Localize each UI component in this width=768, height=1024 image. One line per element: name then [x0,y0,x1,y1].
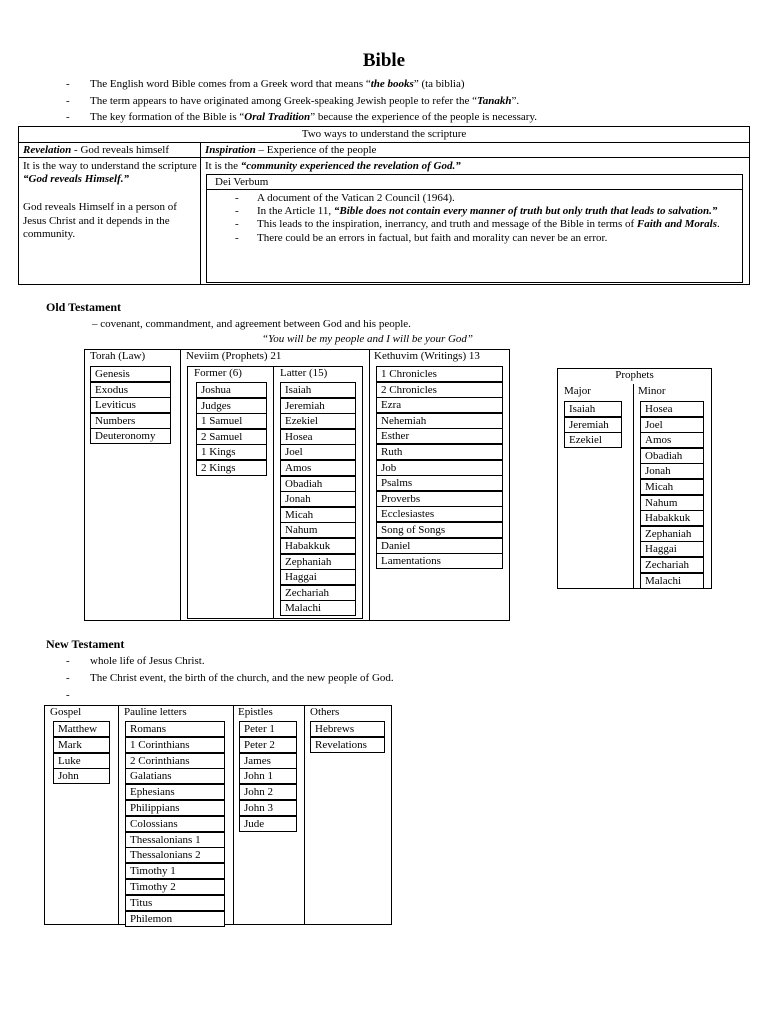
bullet-text: The term appears to have originated among Greek-speaking Jewish people to refer the “ [90,94,477,107]
intro-bullets [66,78,706,128]
book-cell: Romans [125,721,225,737]
item-emphasis: “Bible does not contain every manner of truth but only truth that leads to salvation.” [333,205,718,218]
book-cell: Isaiah [280,382,356,398]
old-testament-desc: – covenant, commandment, and agreement between God and his people. [92,318,411,330]
book-cell: Titus [125,895,225,911]
book-cell: Zephaniah [640,526,704,542]
book-cell: Zechariah [280,585,356,601]
bullet-text: ”. [511,94,520,107]
book-cell: Jeremiah [280,398,356,414]
intro-bullet [66,95,706,112]
book-cell: Exodus [90,382,171,398]
inspiration-cell [205,144,376,157]
book-cell: Job [376,460,503,476]
revelation-paragraph: God reveals Himself in a person of Jesus Christ and it depends in the community. [23,201,177,240]
inspiration-body [205,160,461,173]
book-cell: Joel [280,444,356,460]
paragraph-emphasis: “God reveals Himself.” [23,173,130,186]
book-cell: Ezekiel [280,413,356,429]
book-cell: 1 Kings [196,444,267,460]
book-cell: Song of Songs [376,522,503,538]
book-cell: 1 Samuel [196,413,267,429]
revelation-desc: - God reveals himself [71,144,170,156]
book-cell: Jeremiah [564,417,622,433]
book-cell: Philemon [125,911,225,927]
column-divider [369,349,370,621]
pauline-label: Pauline letters [124,706,187,718]
book-cell: Habakkuk [640,510,704,526]
prophets-label: Prophets [615,369,654,381]
book-cell: Daniel [376,538,503,554]
revelation-body [23,160,197,256]
bullet-text: ” (ta biblia) [413,78,465,90]
book-cell: Ruth [376,444,503,460]
book-cell: Nahum [280,522,356,538]
book-cell: Thessalonians 1 [125,832,225,848]
book-cell: Galatians [125,768,225,784]
nt-bullet [66,689,666,706]
nt-bullet: - whole life of Jesus Christ. [66,655,666,672]
book-cell: Timothy 2 [125,879,225,895]
book-cell: Obadiah [280,476,356,492]
inspiration-desc: – Experience of the people [255,144,377,156]
book-cell: Hebrews [310,721,385,737]
column-divider [304,705,305,925]
dei-verbum-item: - There could be an errors in factual, but faith and morality can never be an error. [207,232,742,245]
torah-label: Torah (Law) [90,350,146,362]
book-cell: Mark [53,737,110,753]
book-cell: Esther [376,428,503,444]
book-cell: 2 Kings [196,460,267,476]
item-text: This leads to the inspiration, inerrancy, and truth and message of the Bible in terms of [257,218,637,231]
revelation-term: Revelation [23,144,72,156]
two-ways-table [18,126,750,285]
book-cell: Nahum [640,495,704,511]
book-cell: Jude [239,816,297,832]
epistles-label: Epistles [238,706,273,718]
book-cell: Colossians [125,816,225,832]
new-testament-heading: New Testament [46,637,125,651]
bullet-emphasis: Oral Tradition [244,111,311,123]
book-cell: Malachi [280,600,356,616]
major-label: Major [564,385,591,397]
book-cell: Micah [640,479,704,495]
minor-label: Minor [638,385,666,397]
dei-verbum-item [207,218,742,231]
book-cell: Nehemiah [376,413,503,429]
book-cell: Timothy 1 [125,863,225,879]
book-cell: 2 Samuel [196,429,267,445]
book-cell: Isaiah [564,401,622,417]
book-cell: 1 Corinthians [125,737,225,753]
latter-label: Latter (15) [280,367,328,379]
two-ways-header: Two ways to understand the scripture [19,127,749,143]
gospel-label: Gospel [50,706,82,718]
item-text: In the Article 11, [257,205,334,218]
book-cell: John 3 [239,800,297,816]
bullet-emphasis: the books [370,78,414,90]
column-divider [180,349,181,621]
revelation-cell [23,144,169,157]
book-cell: Peter 1 [239,721,297,737]
book-cell: Amos [280,460,356,476]
book-cell: Ecclesiastes [376,506,503,522]
book-cell: Hosea [280,429,356,445]
intro-bullet [66,78,706,95]
nt-bullet: - The Christ event, the birth of the church, and the new people of God. [66,672,666,689]
book-cell: John [53,768,110,784]
book-cell: Haggai [280,569,356,585]
book-cell: John 2 [239,784,297,800]
paragraph-text: It is the way to understand the scripture [23,160,197,172]
book-cell: Matthew [53,721,110,737]
book-cell: Ephesians [125,784,225,800]
book-cell: Zechariah [640,557,704,573]
book-cell: Philippians [125,800,225,816]
column-divider [200,143,201,284]
book-cell: James [239,753,297,769]
book-cell: 2 Chronicles [376,382,503,398]
book-cell: Obadiah [640,448,704,464]
book-cell: Jonah [640,463,704,479]
book-cell: Hosea [640,401,704,417]
book-cell: Joshua [196,382,267,398]
book-cell: Psalms [376,475,503,491]
old-testament-heading: Old Testament [46,300,122,314]
neviim-label: Neviim (Prophets) 21 [186,350,282,362]
book-cell: Malachi [640,573,704,589]
book-cell: Ezra [376,397,503,413]
dei-verbum-list [207,192,742,245]
paragraph-emphasis: “community experienced the revelation of God.” [240,160,461,172]
dei-verbum-box [206,174,743,283]
book-cell: Habakkuk [280,538,356,554]
column-divider [118,705,119,925]
book-cell: Proverbs [376,491,503,507]
item-emphasis: Faith and Morals [636,218,718,231]
book-cell: Luke [53,753,110,769]
book-cell: Micah [280,507,356,523]
book-cell: Haggai [640,541,704,557]
book-cell: 2 Corinthians [125,753,225,769]
book-cell: Amos [640,432,704,448]
book-cell: Joel [640,417,704,433]
item-text: . [717,218,720,231]
book-cell: Ezekiel [564,432,622,448]
old-testament-quote: “You will be my people and I will be your God” [262,333,474,345]
book-cell: Peter 2 [239,737,297,753]
bullet-text: The English word Bible comes from a Greek word that means “ [90,78,371,90]
book-cell: 1 Chronicles [376,366,503,382]
column-divider [633,384,634,589]
book-cell: Jonah [280,491,356,507]
dei-verbum-item [207,205,742,218]
page-title: Bible [362,50,406,71]
column-divider [273,366,274,619]
book-cell: Lamentations [376,553,503,569]
former-label: Former (6) [194,367,242,379]
dei-verbum-title: Dei Verbum [207,175,742,190]
book-cell: Zephaniah [280,554,356,570]
book-cell: Leviticus [90,397,171,413]
revelation-paragraph [23,160,197,186]
two-ways-subheader [19,143,749,158]
kethuvim-label: Kethuvim (Writings) 13 [374,350,480,362]
book-cell: Thessalonians 2 [125,847,225,863]
book-cell: Genesis [90,366,171,382]
book-cell: John 1 [239,768,297,784]
bullet-text: ” because the experience of the people is necessary. [310,111,537,123]
book-cell: Judges [196,398,267,414]
paragraph-text: It is the [205,160,241,172]
inspiration-term: Inspiration [205,144,256,156]
others-label: Others [310,706,340,718]
book-cell: Deuteronomy [90,428,171,444]
column-divider [233,705,234,925]
bullet-emphasis: Tanakh [477,94,512,107]
dei-verbum-item: - A document of the Vatican 2 Council (1964). [207,192,742,205]
book-cell: Revelations [310,737,385,753]
bullet-text: The key formation of the Bible is “ [90,111,245,123]
book-cell: Numbers [90,413,171,429]
new-testament-bullets [66,655,666,706]
